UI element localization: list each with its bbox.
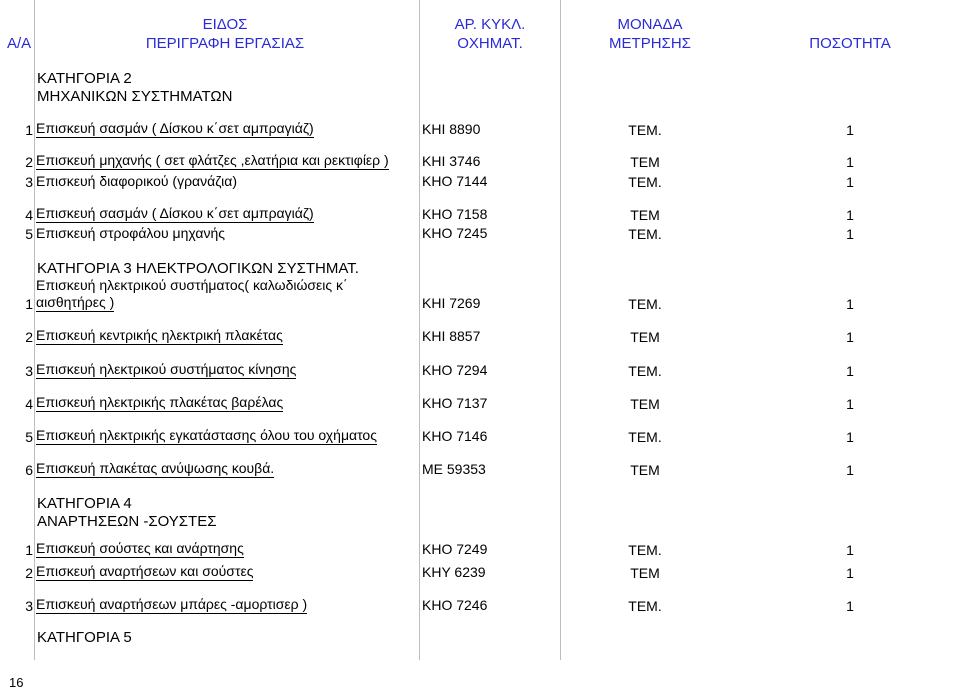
row-number: 3 bbox=[25, 598, 33, 614]
row-unit: ΤΕΜ. bbox=[628, 226, 662, 242]
row-number: 3 bbox=[25, 363, 33, 379]
row-description: Επισκευή σασμάν ( Δίσκου κ΄σετ αμπραγιάζ) bbox=[36, 205, 314, 221]
table-row bbox=[0, 150, 960, 170]
row-quantity: 1 bbox=[846, 396, 854, 412]
row-quantity: 1 bbox=[846, 363, 854, 379]
table-row bbox=[0, 292, 960, 312]
row-number: 4 bbox=[25, 396, 33, 412]
table-row bbox=[0, 392, 960, 412]
header-vehicle-number bbox=[430, 15, 550, 53]
row-number: 1 bbox=[25, 296, 33, 312]
header-eidos-line1: ΕΙΔΟΣ bbox=[202, 16, 248, 33]
row-description: Επισκευή ηλεκτρικής πλακέτας βαρέλας bbox=[36, 394, 284, 410]
row-quantity: 1 bbox=[846, 174, 854, 190]
header-unit-line2: ΜΕΤΡΗΣΗΣ bbox=[609, 35, 691, 52]
row-vehicle-code: ΚΗΙ 3746 bbox=[422, 153, 481, 169]
row-quantity: 1 bbox=[846, 429, 854, 445]
table-row bbox=[0, 359, 960, 379]
row-quantity: 1 bbox=[846, 296, 854, 312]
category-2-title bbox=[37, 70, 232, 106]
row-unit: ΤΕΜ bbox=[630, 207, 660, 223]
row-vehicle-code: ΚΗΙ 7269 bbox=[422, 295, 481, 311]
row-unit: ΤΕΜ. bbox=[628, 429, 662, 445]
table-row bbox=[0, 203, 960, 223]
header-vehicle-line2: ΟΧΗΜΑΤ. bbox=[457, 35, 523, 52]
row-quantity: 1 bbox=[846, 207, 854, 223]
row-description: Επισκευή αναρτήσεων και σούστες bbox=[36, 563, 254, 579]
row-vehicle-code: ΚΗΙ 8857 bbox=[422, 328, 481, 344]
row-number: 2 bbox=[25, 329, 33, 345]
row-description: Επισκευή σασμάν ( Δίσκου κ΄σετ αμπραγιάζ) bbox=[36, 120, 314, 136]
table-row bbox=[0, 458, 960, 478]
row-description: Επισκευή πλακέτας ανύψωσης κουβά. bbox=[36, 460, 275, 476]
page-number: 16 bbox=[9, 675, 24, 690]
row-description: Επισκευή ηλεκτρικού συστήματος κίνησης bbox=[36, 361, 297, 377]
row-number: 5 bbox=[25, 429, 33, 445]
table-row bbox=[0, 118, 960, 138]
row-vehicle-code: ΚΗΟ 7158 bbox=[422, 206, 488, 222]
row-quantity: 1 bbox=[846, 462, 854, 478]
row-description: Επισκευή κεντρικής ηλεκτρική πλακέτας bbox=[36, 327, 283, 343]
row-description: Επισκευή σούστες και ανάρτησης bbox=[36, 540, 244, 556]
row-vehicle-code: ΚΗΟ 7146 bbox=[422, 428, 488, 444]
row-vehicle-code: ΚΗΟ 7294 bbox=[422, 362, 488, 378]
category-2-line2: ΜΗΧΑΝΙΚΩΝ ΣΥΣΤΗΜΑΤΩΝ bbox=[37, 88, 233, 105]
row-quantity: 1 bbox=[846, 154, 854, 170]
row-description: Επισκευή μηχανής ( σετ φλάτζες ,ελατήρια και ρεκτιφίερ ) bbox=[36, 152, 389, 168]
row-quantity: 1 bbox=[846, 565, 854, 581]
row-number: 2 bbox=[25, 154, 33, 170]
category-5-title: ΚΑΤΗΓΟΡΙΑ 5 bbox=[37, 629, 132, 646]
table-row bbox=[0, 538, 960, 558]
table-row bbox=[0, 222, 960, 242]
row-unit: ΤΕΜ bbox=[630, 154, 660, 170]
row-vehicle-code: ΚΗΥ 6239 bbox=[422, 564, 486, 580]
header-aa: Α/Α bbox=[7, 35, 32, 52]
category-3-title: ΚΑΤΗΓΟΡΙΑ 3 ΗΛΕΚΤΡΟΛΟΓΙΚΩΝ ΣΥΣΤΗΜΑΤ. bbox=[37, 260, 359, 277]
row-unit: ΤΕΜ bbox=[630, 396, 660, 412]
row-unit: ΤΕΜ bbox=[630, 329, 660, 345]
row-number: 1 bbox=[25, 542, 33, 558]
table-row bbox=[0, 594, 960, 614]
row-description: Επισκευή αναρτήσεων μπάρες -αμορτισερ ) bbox=[36, 596, 308, 612]
row-number: 6 bbox=[25, 462, 33, 478]
row-description-line1: Επισκευή ηλεκτρικού συστήματος( καλωδιώσεις κ΄ bbox=[36, 277, 348, 293]
header-unit bbox=[590, 15, 710, 53]
row-number: 2 bbox=[25, 565, 33, 581]
row-quantity: 1 bbox=[846, 122, 854, 138]
row-number: 1 bbox=[25, 122, 33, 138]
row-description: αισθητήρες ) bbox=[36, 294, 115, 310]
row-vehicle-code: ΚΗΟ 7245 bbox=[422, 225, 488, 241]
table-row bbox=[0, 561, 960, 581]
row-vehicle-code: ΚΗΟ 7137 bbox=[422, 395, 488, 411]
row-number: 3 bbox=[25, 174, 33, 190]
table-row bbox=[0, 425, 960, 445]
row-vehicle-code: ΚΗΟ 7144 bbox=[422, 173, 488, 189]
row-unit: ΤΕΜ. bbox=[628, 542, 662, 558]
row-quantity: 1 bbox=[846, 542, 854, 558]
row-unit: ΤΕΜ. bbox=[628, 598, 662, 614]
category-2-line1: ΚΑΤΗΓΟΡΙΑ 2 bbox=[37, 70, 132, 87]
row-number: 5 bbox=[25, 226, 33, 242]
row-vehicle-code: ΚΗΟ 7246 bbox=[422, 597, 488, 613]
row-unit: ΤΕΜ. bbox=[628, 122, 662, 138]
row-unit: ΤΕΜ. bbox=[628, 363, 662, 379]
row-vehicle-code: ΚΗΙ 8890 bbox=[422, 121, 481, 137]
row-vehicle-code: ΜΕ 59353 bbox=[422, 461, 486, 477]
header-unit-line1: ΜΟΝΑΔΑ bbox=[617, 16, 683, 33]
header-eidos-line2: ΠΕΡΙΓΡΑΦΗ ΕΡΓΑΣΙΑΣ bbox=[145, 35, 305, 52]
header-eidos bbox=[120, 15, 330, 53]
row-quantity: 1 bbox=[846, 598, 854, 614]
row-description: Επισκευή διαφορικού (γρανάζια) bbox=[36, 173, 238, 189]
row-description: Επισκευή στροφάλου μηχανής bbox=[36, 225, 225, 241]
row-number: 4 bbox=[25, 207, 33, 223]
row-quantity: 1 bbox=[846, 329, 854, 345]
row-quantity: 1 bbox=[846, 226, 854, 242]
row-unit: ΤΕΜ bbox=[630, 565, 660, 581]
header-quantity: ΠΟΣΟΤΗΤΑ bbox=[809, 35, 891, 52]
row-unit: ΤΕΜ. bbox=[628, 174, 662, 190]
category-4-line1: ΚΑΤΗΓΟΡΙΑ 4 bbox=[37, 495, 132, 512]
row-unit: ΤΕΜ. bbox=[628, 296, 662, 312]
row-vehicle-code: ΚΗΟ 7249 bbox=[422, 541, 488, 557]
row-description: Επισκευή ηλεκτρικής εγκατάστασης όλου του οχήματος bbox=[36, 427, 377, 443]
row-unit: ΤΕΜ bbox=[630, 462, 660, 478]
category-4-line2: ΑΝΑΡΤΗΣΕΩΝ -ΣΟΥΣΤΕΣ bbox=[37, 513, 217, 530]
table-row bbox=[0, 325, 960, 345]
header-vehicle-line1: ΑΡ. ΚΥΚΛ. bbox=[454, 16, 526, 33]
table-row bbox=[0, 170, 960, 190]
category-4-title bbox=[37, 495, 217, 531]
